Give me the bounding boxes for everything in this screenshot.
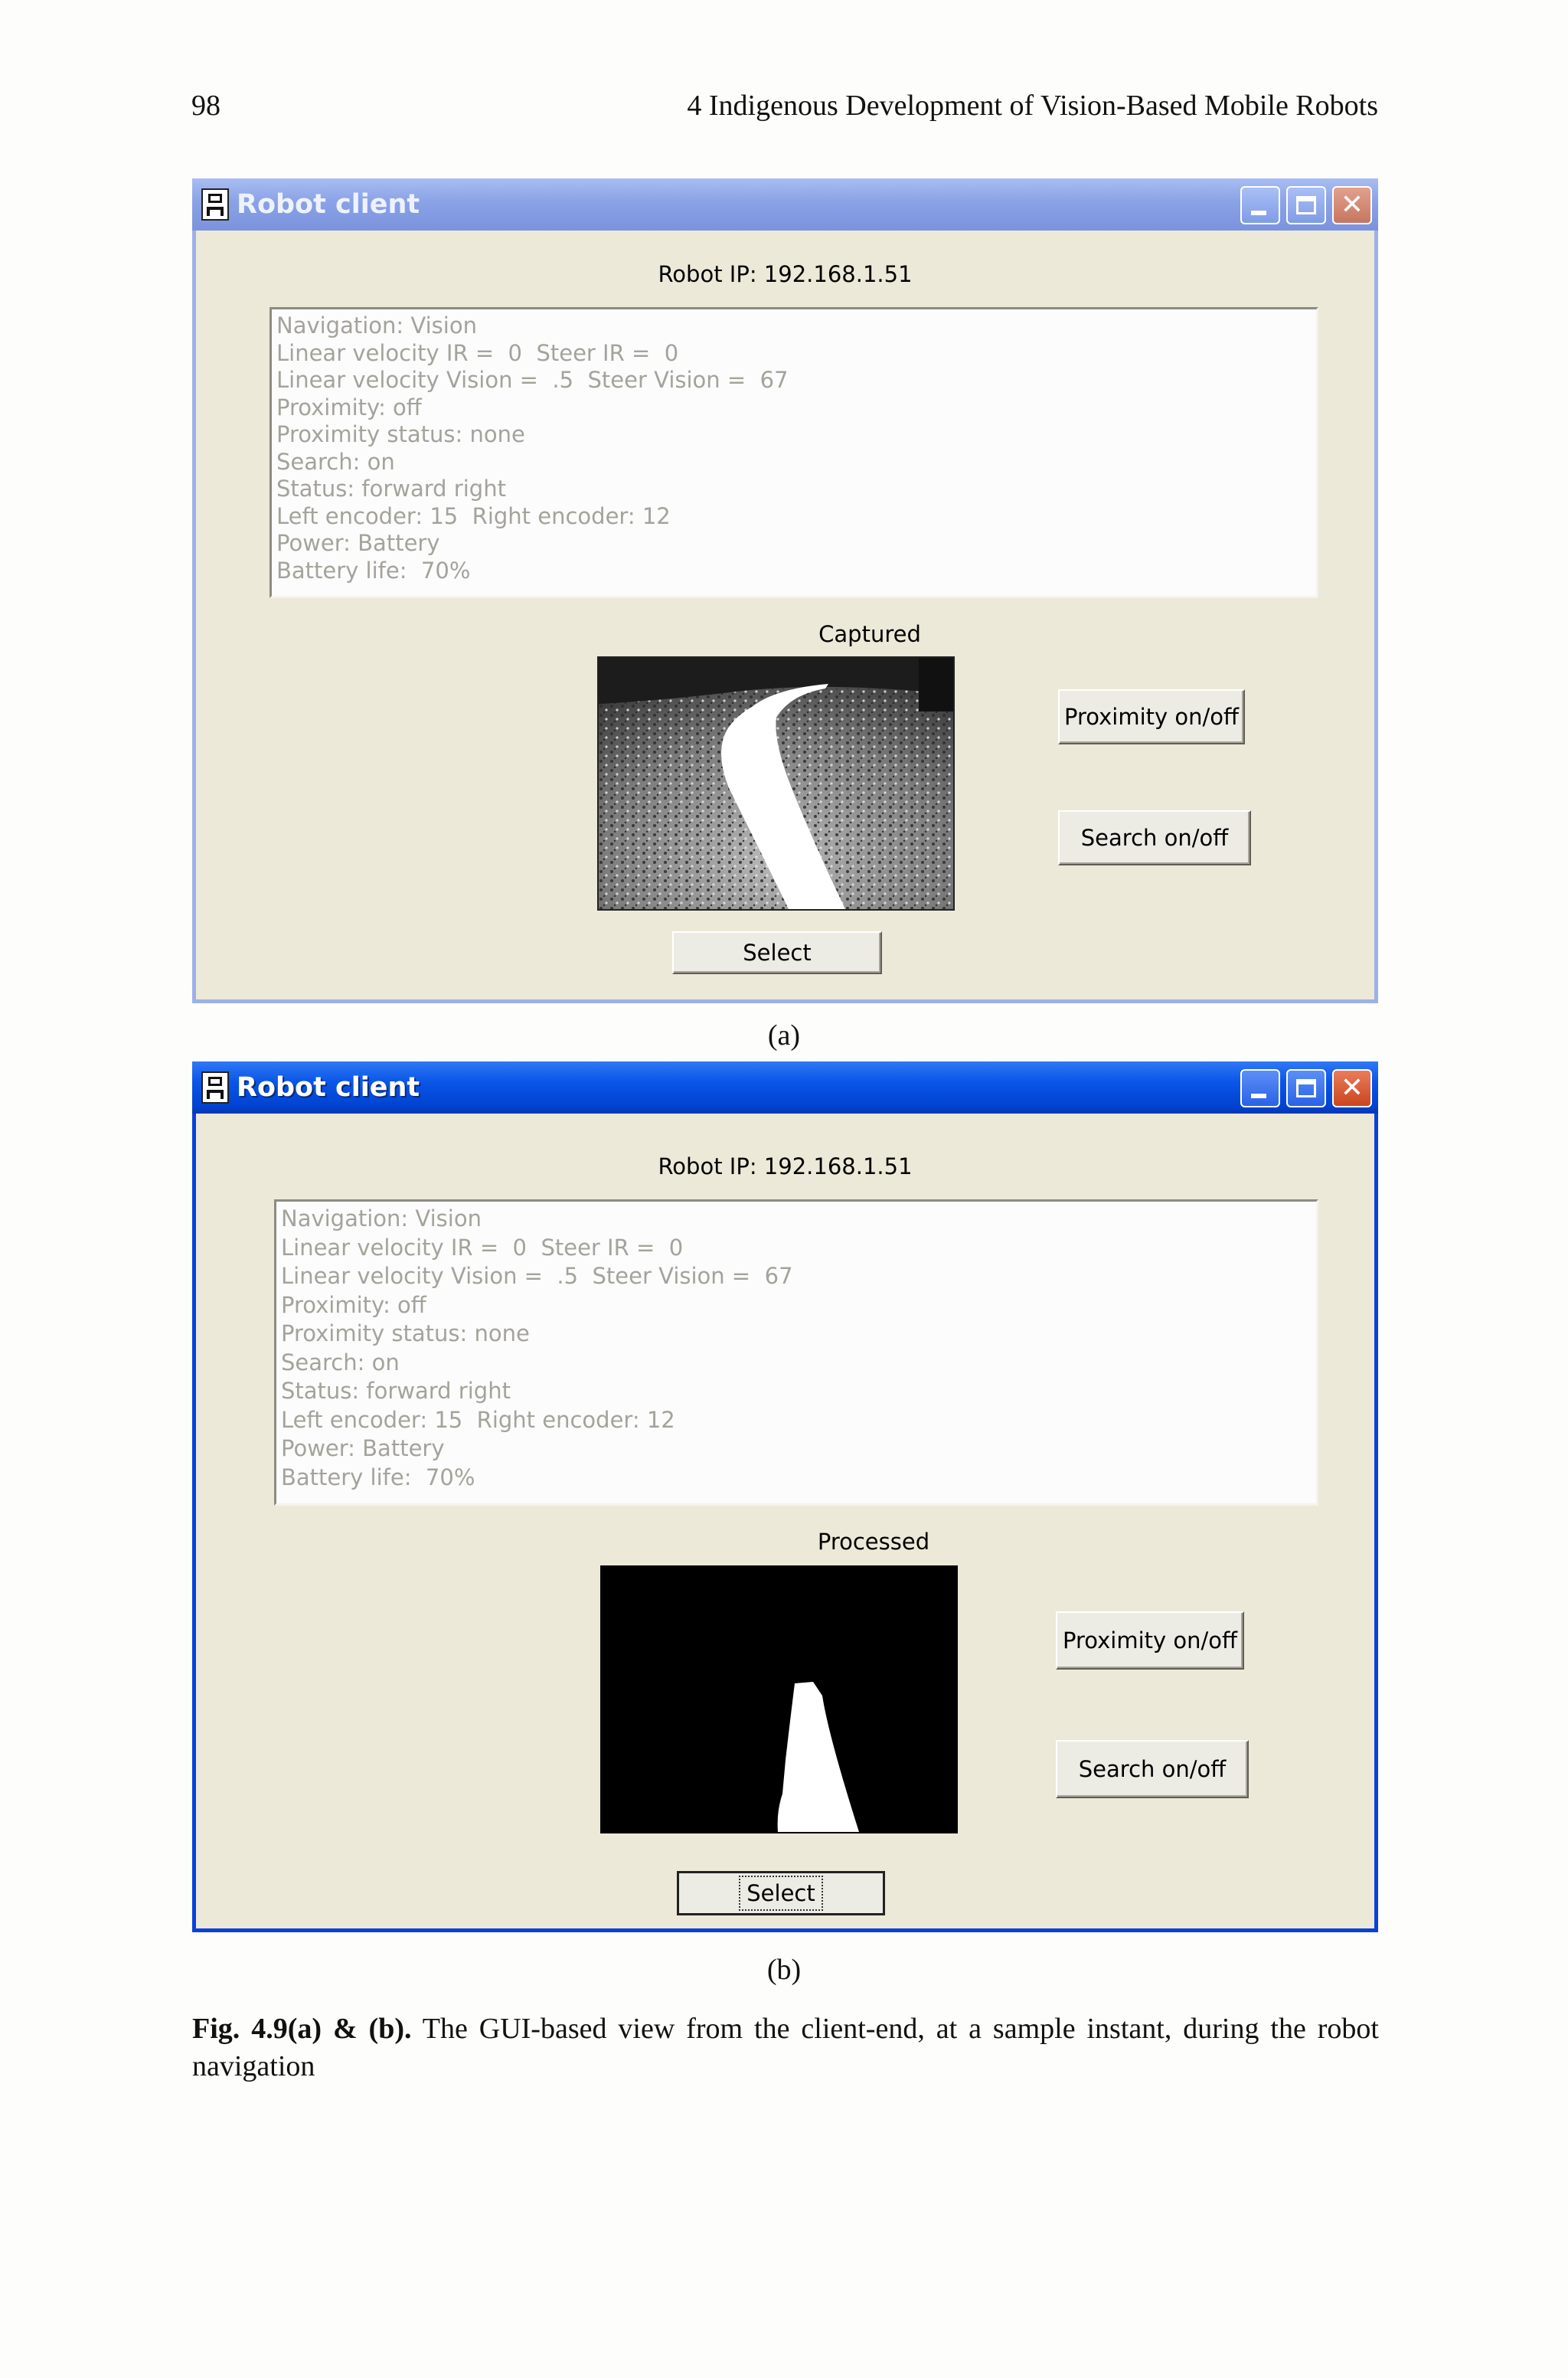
caption-label: Fig. 4.9(a) & (b). xyxy=(192,2013,412,2045)
status-line: Search: on xyxy=(276,448,395,475)
status-line: Navigation: Vision xyxy=(276,312,477,339)
status-line: Linear velocity Vision = .5 Steer Vision = 67 xyxy=(281,1263,793,1289)
status-line: Left encoder: 15 Right encoder: 12 xyxy=(276,502,671,529)
captured-label: Captured xyxy=(818,621,921,647)
caption-text: The GUI-based view from the client-end, at a sample instant, during the robot navigation xyxy=(192,2013,1379,2082)
captured-camera-image xyxy=(597,656,955,911)
status-line: Search: on xyxy=(281,1349,400,1375)
minimize-icon xyxy=(1251,1094,1266,1098)
close-button[interactable] xyxy=(1332,1069,1372,1107)
status-line: Battery life: 70% xyxy=(281,1464,475,1490)
processed-label: Processed xyxy=(817,1529,930,1555)
maximize-button[interactable] xyxy=(1286,1069,1326,1107)
window-title: Robot client xyxy=(237,189,420,220)
subfigure-label-b: (b) xyxy=(766,1954,802,1986)
status-textbox[interactable] xyxy=(270,307,1318,598)
figure-caption xyxy=(192,2010,1379,2085)
close-button[interactable] xyxy=(1332,186,1372,224)
robot-app-icon xyxy=(201,188,229,221)
select-button[interactable] xyxy=(677,1871,885,1915)
minimize-icon xyxy=(1251,211,1266,215)
status-line: Linear velocity IR = 0 Steer IR = 0 xyxy=(276,339,679,366)
robot-ip-label: Robot IP: 192.168.1.51 xyxy=(658,1153,913,1179)
title-bar[interactable] xyxy=(192,1061,1378,1114)
status-line: Proximity status: none xyxy=(281,1320,530,1346)
status-line: Status: forward right xyxy=(276,476,506,502)
processed-camera-image xyxy=(600,1565,958,1833)
status-line: Power: Battery xyxy=(281,1435,445,1461)
close-icon: ✕ xyxy=(1340,1072,1364,1104)
subfigure-label-a: (a) xyxy=(767,1019,801,1052)
status-line: Linear velocity Vision = .5 Steer Vision = 67 xyxy=(276,367,789,393)
status-textbox[interactable] xyxy=(274,1199,1318,1506)
minimize-button[interactable] xyxy=(1240,1069,1280,1107)
camera-image-svg xyxy=(599,658,953,909)
page-number: 98 xyxy=(191,90,220,122)
robot-client-window-b xyxy=(192,1061,1378,1932)
status-line: Status: forward right xyxy=(281,1378,511,1404)
proximity-toggle-button[interactable]: Proximity on/off xyxy=(1056,1611,1244,1670)
robot-client-window-a xyxy=(192,178,1378,1003)
status-line: Left encoder: 15 Right encoder: 12 xyxy=(281,1406,675,1433)
running-head: 4 Indigenous Development of Vision-Based Mobile Robots xyxy=(687,90,1378,122)
status-line: Navigation: Vision xyxy=(281,1205,482,1232)
maximize-icon xyxy=(1296,1079,1316,1097)
search-toggle-button[interactable]: Search on/off xyxy=(1058,810,1251,865)
status-line: Battery life: 70% xyxy=(276,557,471,584)
select-button[interactable]: Select xyxy=(672,931,882,974)
robot-ip-label: Robot IP: 192.168.1.51 xyxy=(658,261,913,287)
robot-app-icon xyxy=(201,1071,229,1104)
close-icon: ✕ xyxy=(1340,189,1364,221)
status-line: Linear velocity IR = 0 Steer IR = 0 xyxy=(281,1234,684,1261)
window-title: Robot client xyxy=(237,1072,420,1103)
maximize-icon xyxy=(1296,196,1316,214)
title-bar[interactable] xyxy=(192,178,1378,231)
select-button-label: Select xyxy=(743,1880,818,1906)
status-line: Proximity status: none xyxy=(276,421,525,447)
status-line: Power: Battery xyxy=(276,530,440,556)
processed-image-svg xyxy=(602,1567,956,1832)
proximity-toggle-button[interactable]: Proximity on/off xyxy=(1058,689,1245,744)
status-line: Proximity: off xyxy=(281,1291,426,1318)
minimize-button[interactable] xyxy=(1240,186,1280,224)
search-toggle-button[interactable]: Search on/off xyxy=(1056,1740,1249,1798)
maximize-button[interactable] xyxy=(1286,186,1326,224)
status-line: Proximity: off xyxy=(276,394,422,420)
